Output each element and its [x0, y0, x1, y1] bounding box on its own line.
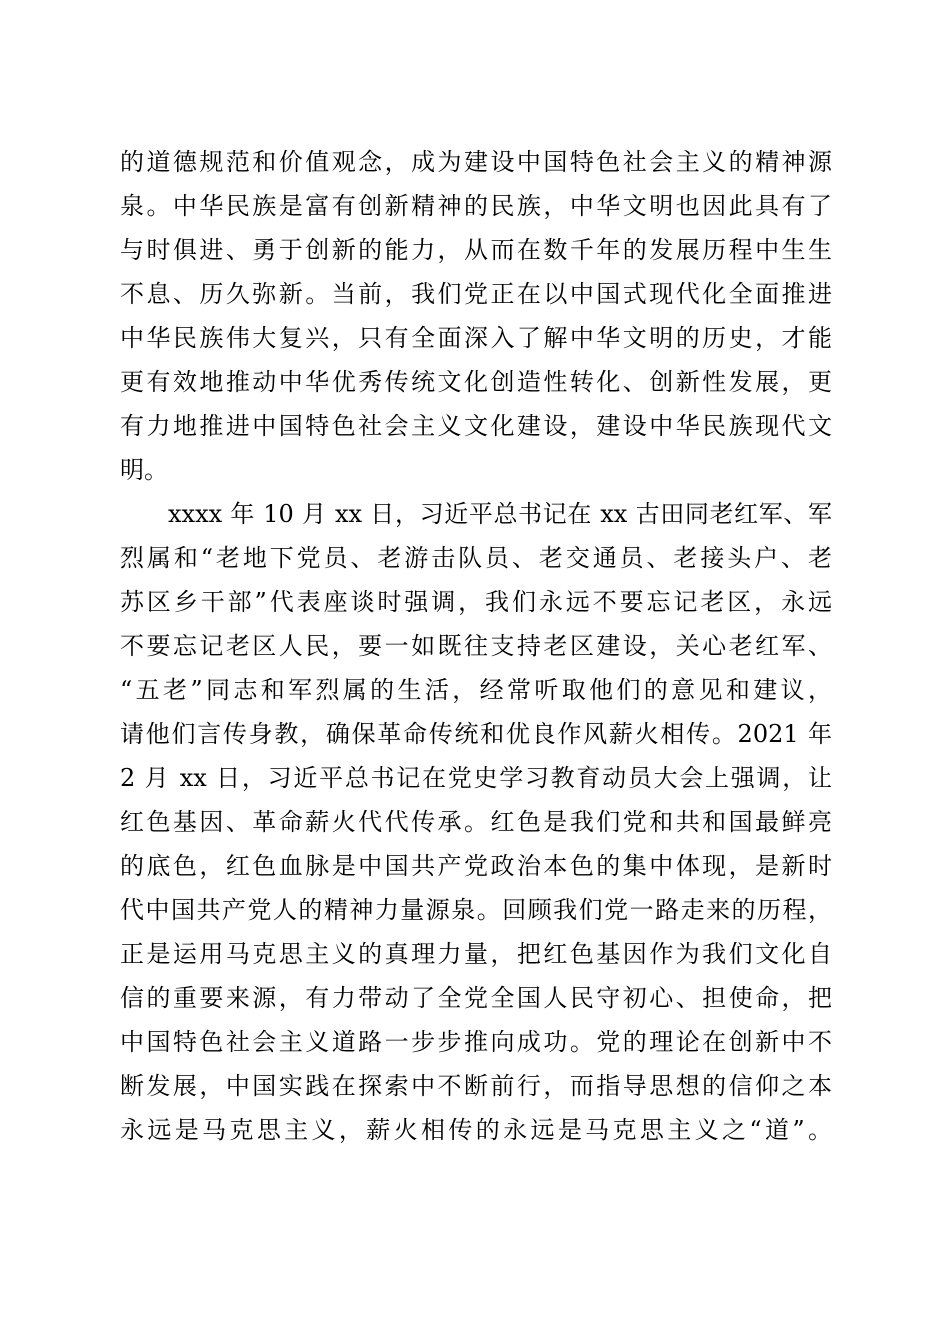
paragraph-1-line: 更有效地推动中华优秀传统文化创造性转化、创新性发展，更: [120, 368, 832, 396]
paragraph-2-line: 烈属和“老地下党员、老游击队员、老交通员、老接头户、老: [120, 544, 832, 572]
paragraph-1-line: 泉。中华民族是富有创新精神的民族，中华文明也因此具有了: [120, 192, 832, 220]
paragraph-1-line: 的道德规范和价值观念，成为建设中国特色社会主义的精神源: [120, 148, 832, 176]
paragraph-2-line: 红色基因、革命薪火代代传承。红色是我们党和共和国最鲜亮: [120, 808, 832, 836]
paragraph-2-line: 请他们言传身教，确保革命传统和优良作风薪火相传。2021 年: [120, 720, 832, 748]
paragraph-1: [120, 140, 832, 492]
paragraph-2-line: 中国特色社会主义道路一步步推向成功。党的理论在创新中不: [120, 1028, 832, 1056]
paragraph-2-line: 不要忘记老区人民，要一如既往支持老区建设，关心老红军、: [120, 632, 832, 660]
paragraph-2-line: 永远是马克思主义，薪火相传的永远是马克思主义之“道”。: [120, 1116, 832, 1144]
paragraph-2-line: 苏区乡干部”代表座谈时强调，我们永远不要忘记老区，永远: [120, 588, 832, 616]
paragraph-2-line: xxxx 年 10 月 xx 日，习近平总书记在 xx 古田同老红军、军: [168, 500, 832, 528]
paragraph-2-line: 代中国共产党人的精神力量源泉。回顾我们党一路走来的历程，: [120, 896, 832, 924]
paragraph-1-line: 不息、历久弥新。当前，我们党正在以中国式现代化全面推进: [120, 280, 832, 308]
paragraph-1-line: 有力地推进中国特色社会主义文化建设，建设中华民族现代文: [120, 412, 832, 440]
paragraph-2-line: 正是运用马克思主义的真理力量，把红色基因作为我们文化自: [120, 940, 832, 968]
paragraph-2-line: 信的重要来源，有力带动了全党全国人民守初心、担使命，把: [120, 984, 832, 1012]
paragraph-2: [120, 492, 832, 1152]
paragraph-2-line: “五老”同志和军烈属的生活，经常听取他们的意见和建议，: [120, 676, 832, 704]
paragraph-1-line: 中华民族伟大复兴，只有全面深入了解中华文明的历史，才能: [120, 324, 832, 352]
paragraph-1-line: 明。: [120, 456, 168, 484]
paragraph-2-line: 的底色，红色血脉是中国共产党政治本色的集中体现，是新时: [120, 852, 832, 880]
paragraph-1-line: 与时俱进、勇于创新的能力，从而在数千年的发展历程中生生: [120, 236, 832, 264]
paragraph-2-line: 断发展，中国实践在探索中不断前行，而指导思想的信仰之本: [120, 1072, 832, 1100]
paragraph-2-line: 2 月 xx 日，习近平总书记在党史学习教育动员大会上强调，让: [120, 764, 832, 792]
